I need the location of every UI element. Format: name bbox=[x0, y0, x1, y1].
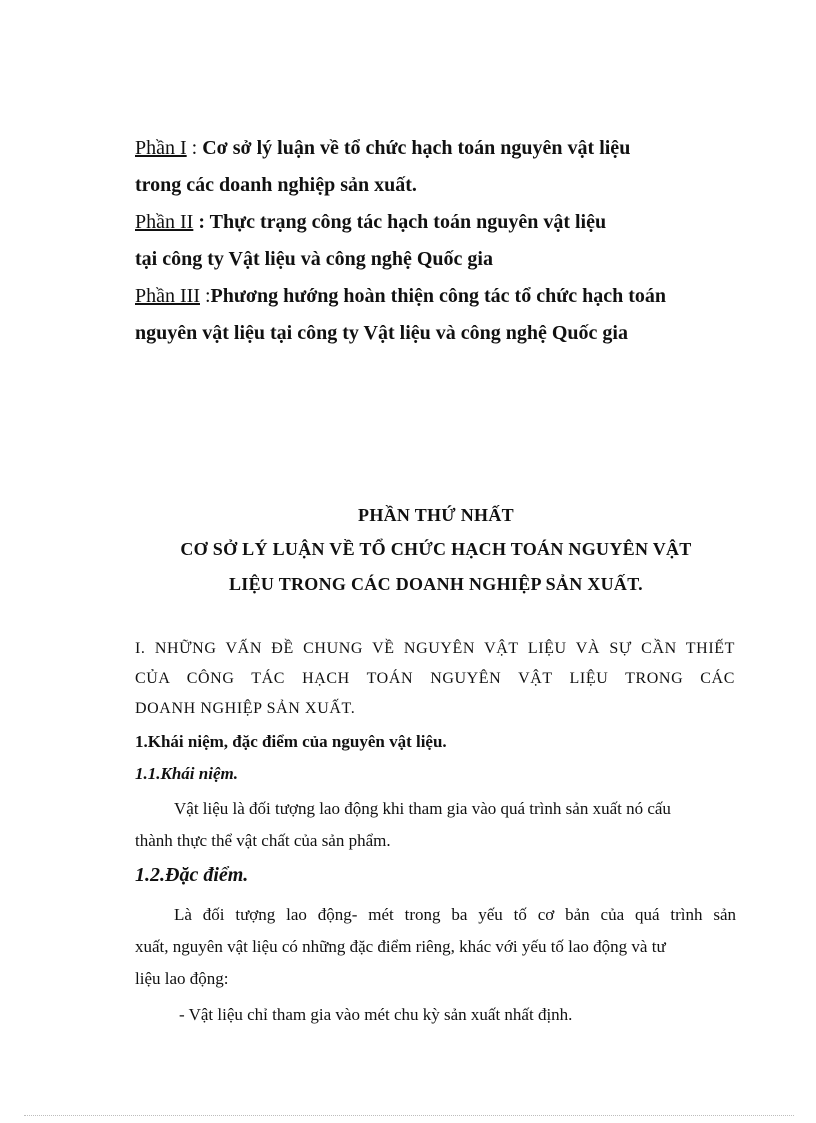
part1-title: Cơ sở lý luận về tổ chức hạch toán nguyên vật liệu bbox=[202, 137, 631, 159]
part3-label: Phần III bbox=[135, 285, 200, 307]
s12-para-line2: xuất, nguyên vật liệu có những đặc điểm riêng, khác với yếu tố lao động và tư bbox=[135, 937, 666, 956]
intro-line2: CỦA CÔNG TÁC HẠCH TOÁN NGUYÊN VẬT LIỆU TRONG CÁC bbox=[135, 670, 735, 687]
part3-sep: : bbox=[199, 285, 211, 307]
section-subtitle-line2: LIỆU TRONG CÁC DOANH NGHIỆP SẢN XUẤT. bbox=[229, 574, 643, 594]
s12-para-line1: Là đối tượng lao động- mét trong ba yếu tố cơ bản của quá trình sản bbox=[174, 905, 736, 924]
outline-part2-line1 bbox=[135, 211, 606, 234]
s12-para-line3: liệu lao động: bbox=[135, 969, 229, 988]
part3-title-line2: nguyên vật liệu tại công ty Vật liệu và công nghệ Quốc gia bbox=[135, 322, 628, 344]
page-bottom-divider bbox=[24, 1115, 794, 1116]
part2-title-line2: tại công ty Vật liệu và công nghệ Quốc gia bbox=[135, 248, 493, 270]
part1-sep: : bbox=[186, 137, 203, 159]
part2-title: : Thực trạng công tác hạch toán nguyên vật liệu bbox=[198, 211, 607, 233]
part2-label: Phần II bbox=[135, 211, 194, 233]
part1-title-line2: trong các doanh nghiệp sản xuất. bbox=[135, 174, 417, 196]
s11-para-line2: thành thực thể vật chất của sản phẩm. bbox=[135, 831, 391, 850]
intro-line3: DOANH NGHIỆP SẢN XUẤT. bbox=[135, 700, 356, 717]
s12-bullet-1: - Vật liệu chỉ tham gia vào mét chu kỳ sản xuất nhất định. bbox=[179, 1005, 573, 1024]
section-subtitle-line1: CƠ SỞ LÝ LUẬN VỀ TỔ CHỨC HẠCH TOÁN NGUYÊN VẬT bbox=[180, 539, 692, 559]
part1-label: Phần I bbox=[135, 137, 187, 159]
outline-part1-line1 bbox=[135, 137, 630, 160]
section-1-heading: 1.Khái niệm, đặc điểm của nguyên vật liệu. bbox=[135, 732, 447, 751]
section-title: PHẦN THỨ NHẤT bbox=[358, 505, 514, 525]
section-1-2-heading: 1.2.Đặc điểm. bbox=[135, 864, 249, 886]
intro-line1: I. NHỮNG VẤN ĐỀ CHUNG VỀ NGUYÊN VẬT LIỆU VÀ SỰ CẦN THIẾT bbox=[135, 640, 735, 657]
outline-part3-line1 bbox=[135, 285, 666, 308]
s11-para-line1: Vật liệu là đối tượng lao động khi tham gia vào quá trình sản xuất nó cấu bbox=[174, 799, 671, 818]
part3-title: Phương hướng hoàn thiện công tác tổ chức hạch toán bbox=[210, 285, 666, 307]
section-1-1-heading: 1.1.Khái niệm. bbox=[135, 764, 238, 783]
